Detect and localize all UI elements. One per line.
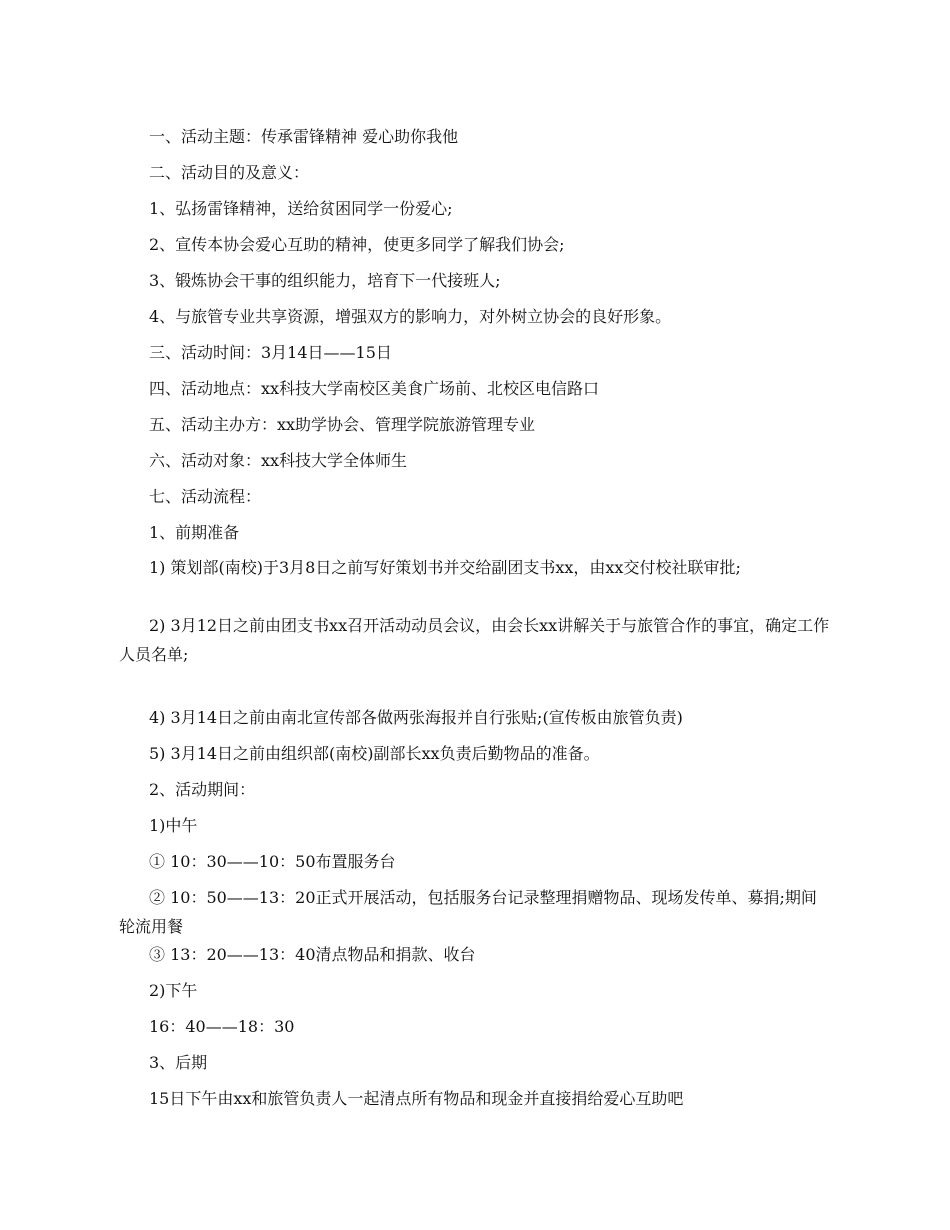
post-activity-heading: 3、后期 [149, 1053, 208, 1072]
preparation-item-4: 4) 3月14日之前由南北宣传部各做两张海报并自行张贴;(宣传板由旅管负责) [149, 708, 683, 727]
preparation-item-2: 2) 3月12日之前由团支书xx召开活动动员会议，由会长xx讲解关于与旅管合作的事宜，确定工作人员名单; [119, 616, 830, 664]
activity-location: 四、活动地点：xx科技大学南校区美食广场前、北校区电信路口 [149, 379, 600, 398]
preparation-heading: 1、前期准备 [149, 523, 240, 542]
noon-heading: 1)中午 [149, 816, 198, 835]
during-activity-heading: 2、活动期间： [149, 780, 256, 799]
purpose-item-2: 2、宣传本协会爱心互助的精神，使更多同学了解我们协会; [149, 235, 565, 254]
activity-audience: 六、活动对象：xx科技大学全体师生 [149, 451, 408, 470]
purpose-item-4: 4、与旅管专业共享资源，增强双方的影响力，对外树立协会的良好形象。 [149, 307, 672, 326]
post-activity-item: 15日下午由xx和旅管负责人一起清点所有物品和现金并直接捐给爱心互助吧 [149, 1089, 684, 1108]
purpose-heading: 二、活动目的及意义： [149, 163, 310, 182]
purpose-item-3: 3、锻炼协会干事的组织能力，培育下一代接班人; [149, 271, 501, 290]
purpose-item-1: 1、弘扬雷锋精神，送给贫困同学一份爱心; [149, 199, 453, 218]
preparation-item-1: 1) 策划部(南校)于3月8日之前写好策划书并交给副团支书xx，由xx交付校社联审批; [149, 558, 741, 577]
noon-item-1: ① 10：30——10：50布置服务台 [149, 852, 396, 871]
noon-item-3: ③ 13：20——13：40清点物品和捐款、收台 [149, 945, 476, 964]
preparation-item-5: 5) 3月14日之前由组织部(南校)副部长xx负责后勤物品的准备。 [149, 744, 600, 763]
activity-organizer: 五、活动主办方：xx助学协会、管理学院旅游管理专业 [149, 415, 536, 434]
activity-theme: 一、活动主题：传承雷锋精神 爱心助你我他 [149, 127, 459, 146]
afternoon-time: 16：40——18：30 [149, 1017, 295, 1036]
activity-time: 三、活动时间：3月14日——15日 [149, 343, 392, 362]
afternoon-heading: 2)下午 [149, 981, 198, 1000]
noon-item-2: ② 10：50——13：20正式开展活动，包括服务台记录整理捐赠物品、现场发传单、募捐;期间轮流用餐 [119, 888, 817, 936]
activity-process-heading: 七、活动流程： [149, 487, 262, 506]
